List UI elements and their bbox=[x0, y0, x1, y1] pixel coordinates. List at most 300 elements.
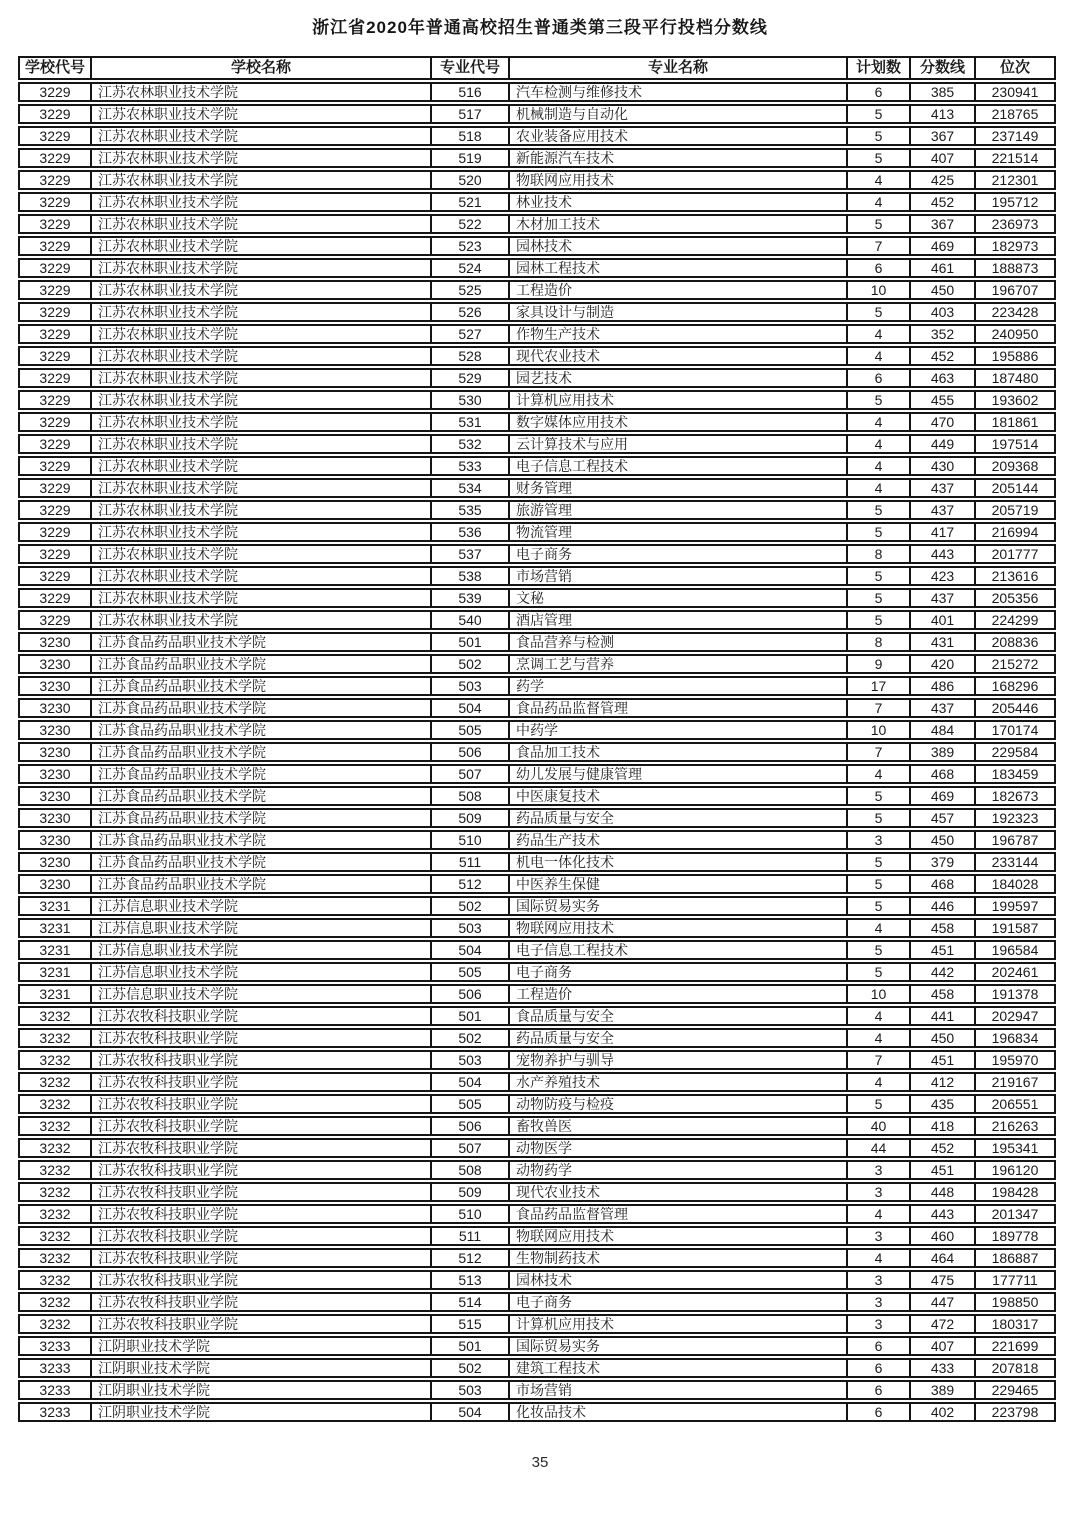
table-row bbox=[18, 1314, 1056, 1334]
table-header-row bbox=[18, 56, 1056, 80]
table-row bbox=[18, 148, 1056, 168]
cell-school-name: 江苏农牧科技职业学院 bbox=[92, 1072, 432, 1092]
cell-rank: 202461 bbox=[976, 962, 1056, 982]
cell-major-name: 水产养殖技术 bbox=[510, 1072, 848, 1092]
cell-major-code: 538 bbox=[432, 566, 510, 586]
cell-plan-count: 3 bbox=[848, 830, 911, 850]
cell-rank: 212301 bbox=[976, 170, 1056, 190]
cell-rank: 215272 bbox=[976, 654, 1056, 674]
cell-school-name: 江苏农林职业技术学院 bbox=[92, 434, 432, 454]
cell-score-line: 443 bbox=[911, 1204, 976, 1224]
cell-score-line: 443 bbox=[911, 544, 976, 564]
cell-score-line: 402 bbox=[911, 1402, 976, 1422]
table-row bbox=[18, 1358, 1056, 1378]
cell-rank: 177711 bbox=[976, 1270, 1056, 1290]
cell-major-code: 514 bbox=[432, 1292, 510, 1312]
cell-score-line: 472 bbox=[911, 1314, 976, 1334]
table-row bbox=[18, 214, 1056, 234]
cell-score-line: 367 bbox=[911, 126, 976, 146]
cell-school-code: 3232 bbox=[18, 1050, 92, 1070]
cell-school-code: 3232 bbox=[18, 1292, 92, 1312]
table-row bbox=[18, 566, 1056, 586]
table-row bbox=[18, 698, 1056, 718]
cell-major-name: 动物医学 bbox=[510, 1138, 848, 1158]
cell-score-line: 469 bbox=[911, 236, 976, 256]
cell-major-name: 电子商务 bbox=[510, 544, 848, 564]
cell-school-code: 3232 bbox=[18, 1072, 92, 1092]
cell-score-line: 435 bbox=[911, 1094, 976, 1114]
cell-rank: 229465 bbox=[976, 1380, 1056, 1400]
cell-school-code: 3229 bbox=[18, 170, 92, 190]
table-row bbox=[18, 434, 1056, 454]
table-row bbox=[18, 478, 1056, 498]
cell-school-name: 江苏食品药品职业技术学院 bbox=[92, 698, 432, 718]
cell-plan-count: 5 bbox=[848, 104, 911, 124]
cell-rank: 192323 bbox=[976, 808, 1056, 828]
cell-school-code: 3230 bbox=[18, 808, 92, 828]
cell-major-name: 电子商务 bbox=[510, 962, 848, 982]
cell-plan-count: 4 bbox=[848, 192, 911, 212]
cell-school-code: 3231 bbox=[18, 918, 92, 938]
cell-score-line: 413 bbox=[911, 104, 976, 124]
cell-school-name: 江苏农林职业技术学院 bbox=[92, 258, 432, 278]
cell-school-code: 3229 bbox=[18, 148, 92, 168]
cell-school-name: 江苏信息职业技术学院 bbox=[92, 962, 432, 982]
cell-school-name: 江苏农林职业技术学院 bbox=[92, 368, 432, 388]
cell-score-line: 431 bbox=[911, 632, 976, 652]
cell-major-code: 503 bbox=[432, 1050, 510, 1070]
cell-school-code: 3229 bbox=[18, 302, 92, 322]
cell-school-code: 3232 bbox=[18, 1116, 92, 1136]
cell-school-name: 江苏农林职业技术学院 bbox=[92, 522, 432, 542]
cell-school-name: 江苏信息职业技术学院 bbox=[92, 896, 432, 916]
cell-rank: 196787 bbox=[976, 830, 1056, 850]
cell-score-line: 441 bbox=[911, 1006, 976, 1026]
cell-rank: 187480 bbox=[976, 368, 1056, 388]
table-row bbox=[18, 302, 1056, 322]
cell-school-code: 3231 bbox=[18, 984, 92, 1004]
cell-major-code: 504 bbox=[432, 1402, 510, 1422]
cell-school-code: 3233 bbox=[18, 1336, 92, 1356]
cell-school-name: 江苏农牧科技职业学院 bbox=[92, 1050, 432, 1070]
cell-plan-count: 4 bbox=[848, 1204, 911, 1224]
cell-school-code: 3229 bbox=[18, 192, 92, 212]
cell-plan-count: 4 bbox=[848, 918, 911, 938]
cell-school-name: 江阴职业技术学院 bbox=[92, 1336, 432, 1356]
cell-score-line: 385 bbox=[911, 82, 976, 102]
cell-score-line: 412 bbox=[911, 1072, 976, 1092]
cell-score-line: 452 bbox=[911, 346, 976, 366]
cell-school-code: 3230 bbox=[18, 874, 92, 894]
cell-major-code: 509 bbox=[432, 1182, 510, 1202]
cell-score-line: 403 bbox=[911, 302, 976, 322]
cell-major-name: 食品药品监督管理 bbox=[510, 698, 848, 718]
cell-school-code: 3232 bbox=[18, 1138, 92, 1158]
cell-score-line: 452 bbox=[911, 1138, 976, 1158]
cell-major-name: 林业技术 bbox=[510, 192, 848, 212]
cell-major-code: 515 bbox=[432, 1314, 510, 1334]
cell-school-name: 江苏农林职业技术学院 bbox=[92, 500, 432, 520]
cell-plan-count: 5 bbox=[848, 786, 911, 806]
cell-plan-count: 4 bbox=[848, 456, 911, 476]
cell-rank: 195712 bbox=[976, 192, 1056, 212]
cell-school-code: 3230 bbox=[18, 852, 92, 872]
cell-score-line: 447 bbox=[911, 1292, 976, 1312]
cell-major-code: 510 bbox=[432, 1204, 510, 1224]
cell-school-code: 3229 bbox=[18, 346, 92, 366]
cell-rank: 188873 bbox=[976, 258, 1056, 278]
cell-school-code: 3229 bbox=[18, 610, 92, 630]
cell-school-name: 江苏食品药品职业技术学院 bbox=[92, 874, 432, 894]
cell-rank: 193602 bbox=[976, 390, 1056, 410]
cell-rank: 216994 bbox=[976, 522, 1056, 542]
cell-major-code: 503 bbox=[432, 1380, 510, 1400]
cell-major-code: 532 bbox=[432, 434, 510, 454]
cell-major-name: 物联网应用技术 bbox=[510, 918, 848, 938]
cell-rank: 168296 bbox=[976, 676, 1056, 696]
cell-school-name: 江苏农林职业技术学院 bbox=[92, 588, 432, 608]
cell-school-name: 江苏农林职业技术学院 bbox=[92, 478, 432, 498]
cell-school-code: 3230 bbox=[18, 632, 92, 652]
cell-school-name: 江苏食品药品职业技术学院 bbox=[92, 830, 432, 850]
cell-major-code: 502 bbox=[432, 896, 510, 916]
cell-major-name: 电子商务 bbox=[510, 1292, 848, 1312]
cell-school-code: 3231 bbox=[18, 896, 92, 916]
cell-school-name: 江苏农林职业技术学院 bbox=[92, 324, 432, 344]
cell-major-name: 食品加工技术 bbox=[510, 742, 848, 762]
cell-major-code: 507 bbox=[432, 764, 510, 784]
cell-plan-count: 6 bbox=[848, 368, 911, 388]
cell-school-name: 江苏食品药品职业技术学院 bbox=[92, 742, 432, 762]
cell-rank: 201347 bbox=[976, 1204, 1056, 1224]
cell-major-name: 中医养生保健 bbox=[510, 874, 848, 894]
cell-school-code: 3229 bbox=[18, 214, 92, 234]
cell-school-code: 3229 bbox=[18, 280, 92, 300]
cell-school-name: 江苏农牧科技职业学院 bbox=[92, 1314, 432, 1334]
cell-plan-count: 6 bbox=[848, 1402, 911, 1422]
cell-major-name: 中药学 bbox=[510, 720, 848, 740]
cell-score-line: 425 bbox=[911, 170, 976, 190]
cell-major-code: 516 bbox=[432, 82, 510, 102]
cell-school-code: 3229 bbox=[18, 478, 92, 498]
cell-major-code: 528 bbox=[432, 346, 510, 366]
cell-school-code: 3230 bbox=[18, 786, 92, 806]
cell-score-line: 452 bbox=[911, 192, 976, 212]
table-row bbox=[18, 1226, 1056, 1246]
cell-major-name: 旅游管理 bbox=[510, 500, 848, 520]
cell-plan-count: 40 bbox=[848, 1116, 911, 1136]
cell-plan-count: 5 bbox=[848, 390, 911, 410]
cell-plan-count: 5 bbox=[848, 896, 911, 916]
table-row bbox=[18, 170, 1056, 190]
table-row bbox=[18, 324, 1056, 344]
table-row bbox=[18, 742, 1056, 762]
cell-plan-count: 4 bbox=[848, 478, 911, 498]
cell-rank: 198428 bbox=[976, 1182, 1056, 1202]
cell-plan-count: 5 bbox=[848, 522, 911, 542]
cell-major-code: 533 bbox=[432, 456, 510, 476]
cell-score-line: 451 bbox=[911, 940, 976, 960]
cell-school-name: 江苏食品药品职业技术学院 bbox=[92, 654, 432, 674]
cell-major-name: 数字媒体应用技术 bbox=[510, 412, 848, 432]
cell-rank: 205356 bbox=[976, 588, 1056, 608]
cell-plan-count: 6 bbox=[848, 1380, 911, 1400]
cell-major-name: 园艺技术 bbox=[510, 368, 848, 388]
table-row bbox=[18, 280, 1056, 300]
cell-score-line: 437 bbox=[911, 588, 976, 608]
cell-plan-count: 44 bbox=[848, 1138, 911, 1158]
table-row bbox=[18, 874, 1056, 894]
cell-rank: 198850 bbox=[976, 1292, 1056, 1312]
cell-school-name: 江苏农林职业技术学院 bbox=[92, 566, 432, 586]
cell-plan-count: 5 bbox=[848, 962, 911, 982]
cell-major-code: 536 bbox=[432, 522, 510, 542]
cell-school-code: 3232 bbox=[18, 1028, 92, 1048]
table-row bbox=[18, 1138, 1056, 1158]
cell-plan-count: 4 bbox=[848, 434, 911, 454]
cell-school-code: 3229 bbox=[18, 258, 92, 278]
cell-school-code: 3230 bbox=[18, 764, 92, 784]
cell-plan-count: 10 bbox=[848, 720, 911, 740]
cell-score-line: 423 bbox=[911, 566, 976, 586]
cell-school-name: 江苏食品药品职业技术学院 bbox=[92, 676, 432, 696]
cell-rank: 181861 bbox=[976, 412, 1056, 432]
cell-rank: 223798 bbox=[976, 1402, 1056, 1422]
cell-school-name: 江苏农牧科技职业学院 bbox=[92, 1160, 432, 1180]
cell-major-code: 521 bbox=[432, 192, 510, 212]
cell-plan-count: 5 bbox=[848, 940, 911, 960]
cell-major-name: 云计算技术与应用 bbox=[510, 434, 848, 454]
cell-school-name: 江苏信息职业技术学院 bbox=[92, 984, 432, 1004]
cell-school-name: 江苏信息职业技术学院 bbox=[92, 940, 432, 960]
cell-score-line: 417 bbox=[911, 522, 976, 542]
table-row bbox=[18, 258, 1056, 278]
cell-school-name: 江苏农林职业技术学院 bbox=[92, 456, 432, 476]
cell-major-code: 534 bbox=[432, 478, 510, 498]
cell-school-name: 江苏农牧科技职业学院 bbox=[92, 1138, 432, 1158]
cell-score-line: 458 bbox=[911, 918, 976, 938]
cell-rank: 184028 bbox=[976, 874, 1056, 894]
cell-score-line: 437 bbox=[911, 478, 976, 498]
cell-major-name: 文秘 bbox=[510, 588, 848, 608]
cell-rank: 240950 bbox=[976, 324, 1056, 344]
cell-major-name: 建筑工程技术 bbox=[510, 1358, 848, 1378]
cell-score-line: 450 bbox=[911, 830, 976, 850]
cell-major-code: 502 bbox=[432, 1358, 510, 1378]
cell-plan-count: 3 bbox=[848, 1226, 911, 1246]
cell-major-code: 510 bbox=[432, 830, 510, 850]
cell-school-code: 3229 bbox=[18, 390, 92, 410]
cell-score-line: 450 bbox=[911, 1028, 976, 1048]
column-header-rank: 位次 bbox=[976, 56, 1056, 80]
cell-major-code: 504 bbox=[432, 940, 510, 960]
cell-school-code: 3232 bbox=[18, 1160, 92, 1180]
cell-school-name: 江苏农林职业技术学院 bbox=[92, 82, 432, 102]
table-row bbox=[18, 82, 1056, 102]
cell-score-line: 451 bbox=[911, 1050, 976, 1070]
cell-school-code: 3230 bbox=[18, 654, 92, 674]
cell-plan-count: 7 bbox=[848, 742, 911, 762]
cell-school-code: 3232 bbox=[18, 1248, 92, 1268]
cell-school-code: 3229 bbox=[18, 412, 92, 432]
cell-plan-count: 4 bbox=[848, 1248, 911, 1268]
cell-major-code: 505 bbox=[432, 1094, 510, 1114]
table-row bbox=[18, 654, 1056, 674]
table-row bbox=[18, 808, 1056, 828]
cell-plan-count: 5 bbox=[848, 500, 911, 520]
cell-major-code: 501 bbox=[432, 1006, 510, 1026]
cell-major-code: 501 bbox=[432, 632, 510, 652]
cell-major-code: 505 bbox=[432, 962, 510, 982]
table-row bbox=[18, 632, 1056, 652]
cell-rank: 218765 bbox=[976, 104, 1056, 124]
cell-score-line: 420 bbox=[911, 654, 976, 674]
table-row bbox=[18, 1182, 1056, 1202]
cell-rank: 205144 bbox=[976, 478, 1056, 498]
cell-major-code: 506 bbox=[432, 1116, 510, 1136]
cell-major-code: 509 bbox=[432, 808, 510, 828]
cell-plan-count: 7 bbox=[848, 236, 911, 256]
cell-rank: 237149 bbox=[976, 126, 1056, 146]
cell-major-code: 504 bbox=[432, 698, 510, 718]
cell-plan-count: 4 bbox=[848, 764, 911, 784]
cell-plan-count: 5 bbox=[848, 874, 911, 894]
cell-school-code: 3232 bbox=[18, 1314, 92, 1334]
cell-score-line: 389 bbox=[911, 1380, 976, 1400]
cell-major-name: 园林工程技术 bbox=[510, 258, 848, 278]
cell-major-code: 504 bbox=[432, 1072, 510, 1092]
cell-major-code: 518 bbox=[432, 126, 510, 146]
cell-plan-count: 7 bbox=[848, 1050, 911, 1070]
cell-school-code: 3232 bbox=[18, 1094, 92, 1114]
cell-school-code: 3229 bbox=[18, 456, 92, 476]
cell-major-name: 畜牧兽医 bbox=[510, 1116, 848, 1136]
cell-plan-count: 3 bbox=[848, 1160, 911, 1180]
cell-school-code: 3232 bbox=[18, 1182, 92, 1202]
cell-score-line: 407 bbox=[911, 148, 976, 168]
cell-school-code: 3230 bbox=[18, 742, 92, 762]
cell-school-name: 江苏农牧科技职业学院 bbox=[92, 1094, 432, 1114]
cell-major-code: 517 bbox=[432, 104, 510, 124]
cell-major-name: 木材加工技术 bbox=[510, 214, 848, 234]
cell-rank: 205719 bbox=[976, 500, 1056, 520]
table-row bbox=[18, 1116, 1056, 1136]
cell-school-name: 江苏农林职业技术学院 bbox=[92, 170, 432, 190]
cell-major-code: 526 bbox=[432, 302, 510, 322]
cell-school-code: 3232 bbox=[18, 1204, 92, 1224]
cell-school-name: 江苏农林职业技术学院 bbox=[92, 214, 432, 234]
cell-plan-count: 5 bbox=[848, 302, 911, 322]
cell-rank: 209368 bbox=[976, 456, 1056, 476]
table-row bbox=[18, 1270, 1056, 1290]
cell-score-line: 389 bbox=[911, 742, 976, 762]
cell-major-name: 食品药品监督管理 bbox=[510, 1204, 848, 1224]
cell-rank: 189778 bbox=[976, 1226, 1056, 1246]
cell-score-line: 475 bbox=[911, 1270, 976, 1290]
table-row bbox=[18, 940, 1056, 960]
cell-score-line: 484 bbox=[911, 720, 976, 740]
cell-school-code: 3230 bbox=[18, 830, 92, 850]
table-row bbox=[18, 1094, 1056, 1114]
cell-school-code: 3229 bbox=[18, 566, 92, 586]
table-row bbox=[18, 412, 1056, 432]
cell-school-code: 3230 bbox=[18, 720, 92, 740]
table-row bbox=[18, 1292, 1056, 1312]
cell-rank: 229584 bbox=[976, 742, 1056, 762]
cell-plan-count: 7 bbox=[848, 698, 911, 718]
cell-plan-count: 4 bbox=[848, 1028, 911, 1048]
cell-rank: 202947 bbox=[976, 1006, 1056, 1026]
cell-rank: 213616 bbox=[976, 566, 1056, 586]
cell-major-code: 512 bbox=[432, 1248, 510, 1268]
cell-school-code: 3232 bbox=[18, 1006, 92, 1026]
cell-plan-count: 3 bbox=[848, 1182, 911, 1202]
cell-score-line: 449 bbox=[911, 434, 976, 454]
table-row bbox=[18, 104, 1056, 124]
cell-school-name: 江苏农牧科技职业学院 bbox=[92, 1116, 432, 1136]
cell-school-code: 3230 bbox=[18, 698, 92, 718]
cell-school-name: 江苏食品药品职业技术学院 bbox=[92, 786, 432, 806]
cell-major-name: 化妆品技术 bbox=[510, 1402, 848, 1422]
cell-major-name: 物流管理 bbox=[510, 522, 848, 542]
cell-rank: 201777 bbox=[976, 544, 1056, 564]
cell-major-code: 501 bbox=[432, 1336, 510, 1356]
cell-score-line: 437 bbox=[911, 500, 976, 520]
cell-major-code: 522 bbox=[432, 214, 510, 234]
cell-school-name: 江苏农林职业技术学院 bbox=[92, 610, 432, 630]
cell-major-name: 动物药学 bbox=[510, 1160, 848, 1180]
cell-school-name: 江苏农牧科技职业学院 bbox=[92, 1204, 432, 1224]
cell-school-name: 江苏农林职业技术学院 bbox=[92, 390, 432, 410]
cell-score-line: 418 bbox=[911, 1116, 976, 1136]
cell-score-line: 468 bbox=[911, 874, 976, 894]
cell-major-name: 汽车检测与维修技术 bbox=[510, 82, 848, 102]
table-row bbox=[18, 1402, 1056, 1422]
cell-rank: 197514 bbox=[976, 434, 1056, 454]
cell-major-code: 506 bbox=[432, 742, 510, 762]
table-row bbox=[18, 1336, 1056, 1356]
cell-score-line: 451 bbox=[911, 1160, 976, 1180]
table-row bbox=[18, 1028, 1056, 1048]
cell-major-name: 电子信息工程技术 bbox=[510, 456, 848, 476]
cell-major-name: 作物生产技术 bbox=[510, 324, 848, 344]
cell-plan-count: 4 bbox=[848, 324, 911, 344]
cell-school-name: 江苏农牧科技职业学院 bbox=[92, 1270, 432, 1290]
cell-rank: 196707 bbox=[976, 280, 1056, 300]
cell-plan-count: 17 bbox=[848, 676, 911, 696]
cell-major-name: 现代农业技术 bbox=[510, 346, 848, 366]
cell-major-code: 525 bbox=[432, 280, 510, 300]
cell-major-code: 503 bbox=[432, 676, 510, 696]
cell-plan-count: 4 bbox=[848, 170, 911, 190]
cell-rank: 205446 bbox=[976, 698, 1056, 718]
cell-rank: 221699 bbox=[976, 1336, 1056, 1356]
cell-school-name: 江阴职业技术学院 bbox=[92, 1380, 432, 1400]
cell-school-name: 江苏农牧科技职业学院 bbox=[92, 1292, 432, 1312]
table-row bbox=[18, 236, 1056, 256]
cell-score-line: 401 bbox=[911, 610, 976, 630]
cell-major-code: 502 bbox=[432, 1028, 510, 1048]
cell-school-name: 江苏农林职业技术学院 bbox=[92, 192, 432, 212]
cell-major-code: 524 bbox=[432, 258, 510, 278]
cell-major-name: 工程造价 bbox=[510, 280, 848, 300]
table-row bbox=[18, 764, 1056, 784]
cell-rank: 221514 bbox=[976, 148, 1056, 168]
cell-rank: 180317 bbox=[976, 1314, 1056, 1334]
cell-score-line: 470 bbox=[911, 412, 976, 432]
table-row bbox=[18, 192, 1056, 212]
cell-rank: 195970 bbox=[976, 1050, 1056, 1070]
